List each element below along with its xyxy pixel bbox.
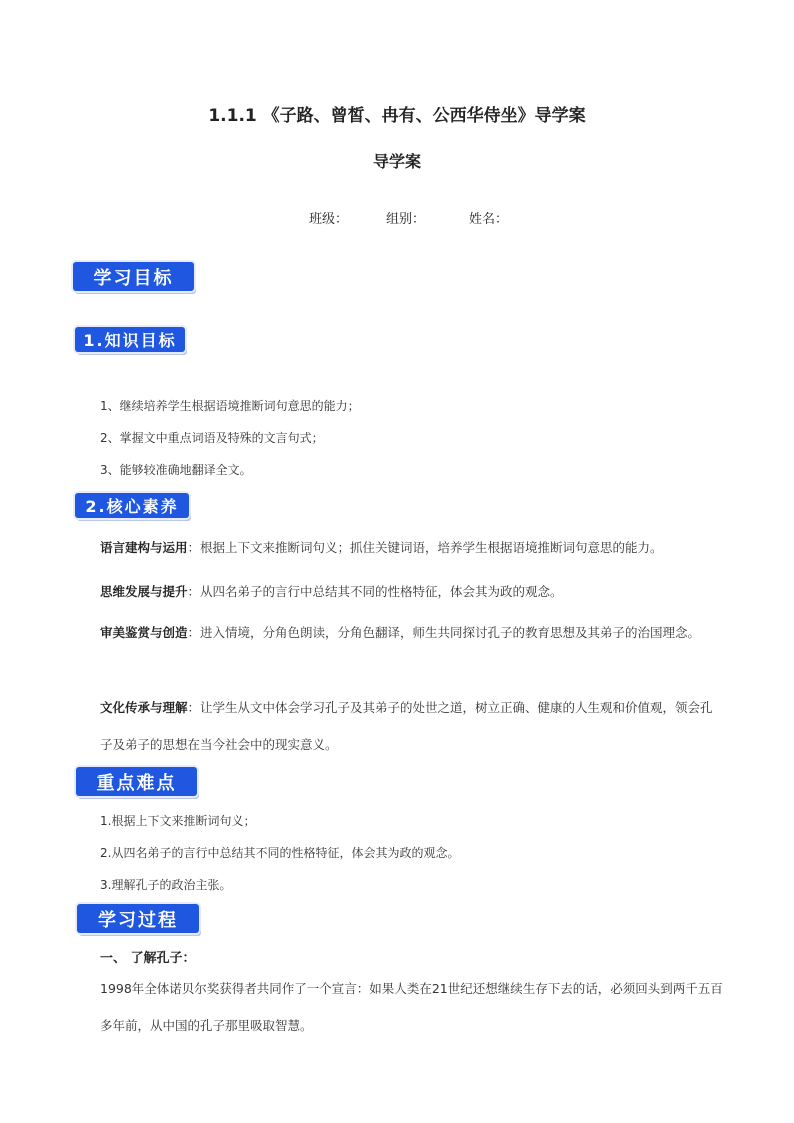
core-item <box>100 689 720 763</box>
knowledge-item: 2、掌握文中重点词语及特殊的文言句式； <box>100 431 324 445</box>
core-item <box>100 614 720 651</box>
core-item-text: ：进入情境，分角色朗读，分角色翻译，师生共同探讨孔子的教育思想及其弟子的治国理念。 <box>187 625 701 640</box>
class-label: 班级： <box>309 212 349 227</box>
core-item <box>100 529 720 566</box>
core-item-label: 语言建构与运用 <box>100 540 188 555</box>
page-title: 1.1.1 《子路、曾皙、冉有、公西华侍坐》导学案 <box>208 106 586 126</box>
key-item: 1.根据上下文来推断词句义； <box>100 814 256 828</box>
process-paragraph: 1998年全体诺贝尔奖获得者共同作了一个宣言：如果人类在21世纪还想继续生存下去的话，必须回头到两千五百多年前，从中国的孔子那里吸取智慧。 <box>100 981 723 1033</box>
knowledge-item: 3、能够较准确地翻译全文。 <box>100 463 252 477</box>
core-item <box>100 573 720 610</box>
core-item-text: ：根据上下文来推断词句义；抓住关键词语，培养学生根据语境推断词句意思的能力。 <box>187 540 663 555</box>
section-badge-core: 2.核心素养 <box>75 493 189 518</box>
core-item-label: 文化传承与理解 <box>100 700 188 715</box>
section-badge-process: 学习过程 <box>77 904 199 933</box>
section-badge-goals: 学习目标 <box>73 262 194 291</box>
key-item: 2.从四名弟子的言行中总结其不同的性格特征，体会其为政的观念。 <box>100 846 460 860</box>
core-item-label: 审美鉴赏与创造 <box>100 625 188 640</box>
group-label: 组别： <box>386 212 426 227</box>
name-label: 姓名： <box>469 212 509 227</box>
core-item-text: ：让学生从文中体会学习孔子及其弟子的处世之道，树立正确、健康的人生观和价值观，领会孔子及弟子的思想在当今社会中的现实意义。 <box>100 700 713 752</box>
section-badge-keypoints: 重点难点 <box>76 767 197 796</box>
knowledge-item: 1、继续培养学生根据语境推断词句意思的能力； <box>100 399 360 413</box>
core-item-text: ：从四名弟子的言行中总结其不同的性格特征，体会其为政的观念。 <box>187 584 563 599</box>
page-subtitle: 导学案 <box>372 152 421 171</box>
core-item-label: 思维发展与提升 <box>100 584 188 599</box>
section-badge-knowledge: 1.知识目标 <box>75 327 185 352</box>
key-item: 3.理解孔子的政治主张。 <box>100 878 232 892</box>
process-heading: 一、 了解孔子： <box>100 951 196 966</box>
